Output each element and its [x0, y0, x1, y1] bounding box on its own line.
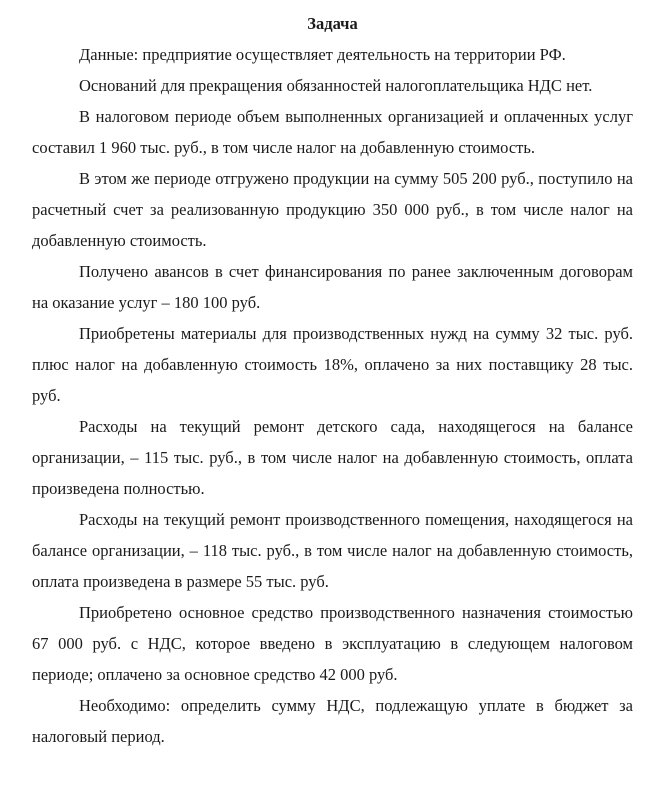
- paragraph-data-condition: Данные: предприятие осуществляет деятельность на территории РФ.: [79, 45, 566, 64]
- paragraph-fixed-asset: Приобретено основное средство производственного назначения стоимостью 67 000 руб. с НДС, которое введено в эксплуатацию в следующем налоговом периоде; оплачено за основное средство 42 000 руб.: [32, 603, 633, 684]
- paragraph-materials: Приобретены материалы для производственных нужд на сумму 32 тыс. руб. плюс налог на добавленную стоимость 18%, оплачено за них поставщику 28 тыс. руб.: [32, 324, 633, 405]
- paragraph-production-repair: Расходы на текущий ремонт производственного помещения, находящегося на балансе организации, – 118 тыс. руб., в том числе налог на добавленную стоимость, оплата произведена в размере 55 тыс. руб.: [32, 510, 633, 591]
- paragraph-advances: Получено авансов в счет финансирования по ранее заключенным договорам на оказание услуг – 180 100 руб.: [32, 262, 633, 312]
- paragraph-services-volume: В налоговом периоде объем выполненных организацией и оплаченных услуг составил 1 960 тыс. руб., в том числе налог на добавленную стоимость.: [32, 107, 633, 157]
- paragraph-vat-obligation: Оснований для прекращения обязанностей налогоплательщика НДС нет.: [79, 76, 593, 95]
- paragraph-task-requirement: Необходимо: определить сумму НДС, подлежащую уплате в бюджет за налоговый период.: [32, 696, 633, 746]
- paragraph-kindergarten-repair: Расходы на текущий ремонт детского сада, находящегося на балансе организации, – 115 тыс. руб., в том числе налог на добавленную стоимость, оплата произведена полностью.: [32, 417, 633, 498]
- document-title: Задача: [307, 14, 358, 33]
- document-page: [32, 8, 633, 752]
- paragraph-shipped-products: В этом же периоде отгружено продукции на сумму 505 200 руб., поступило на расчетный счет за реализованную продукцию 350 000 руб., в том числе налог на добавленную стоимость.: [32, 169, 633, 250]
